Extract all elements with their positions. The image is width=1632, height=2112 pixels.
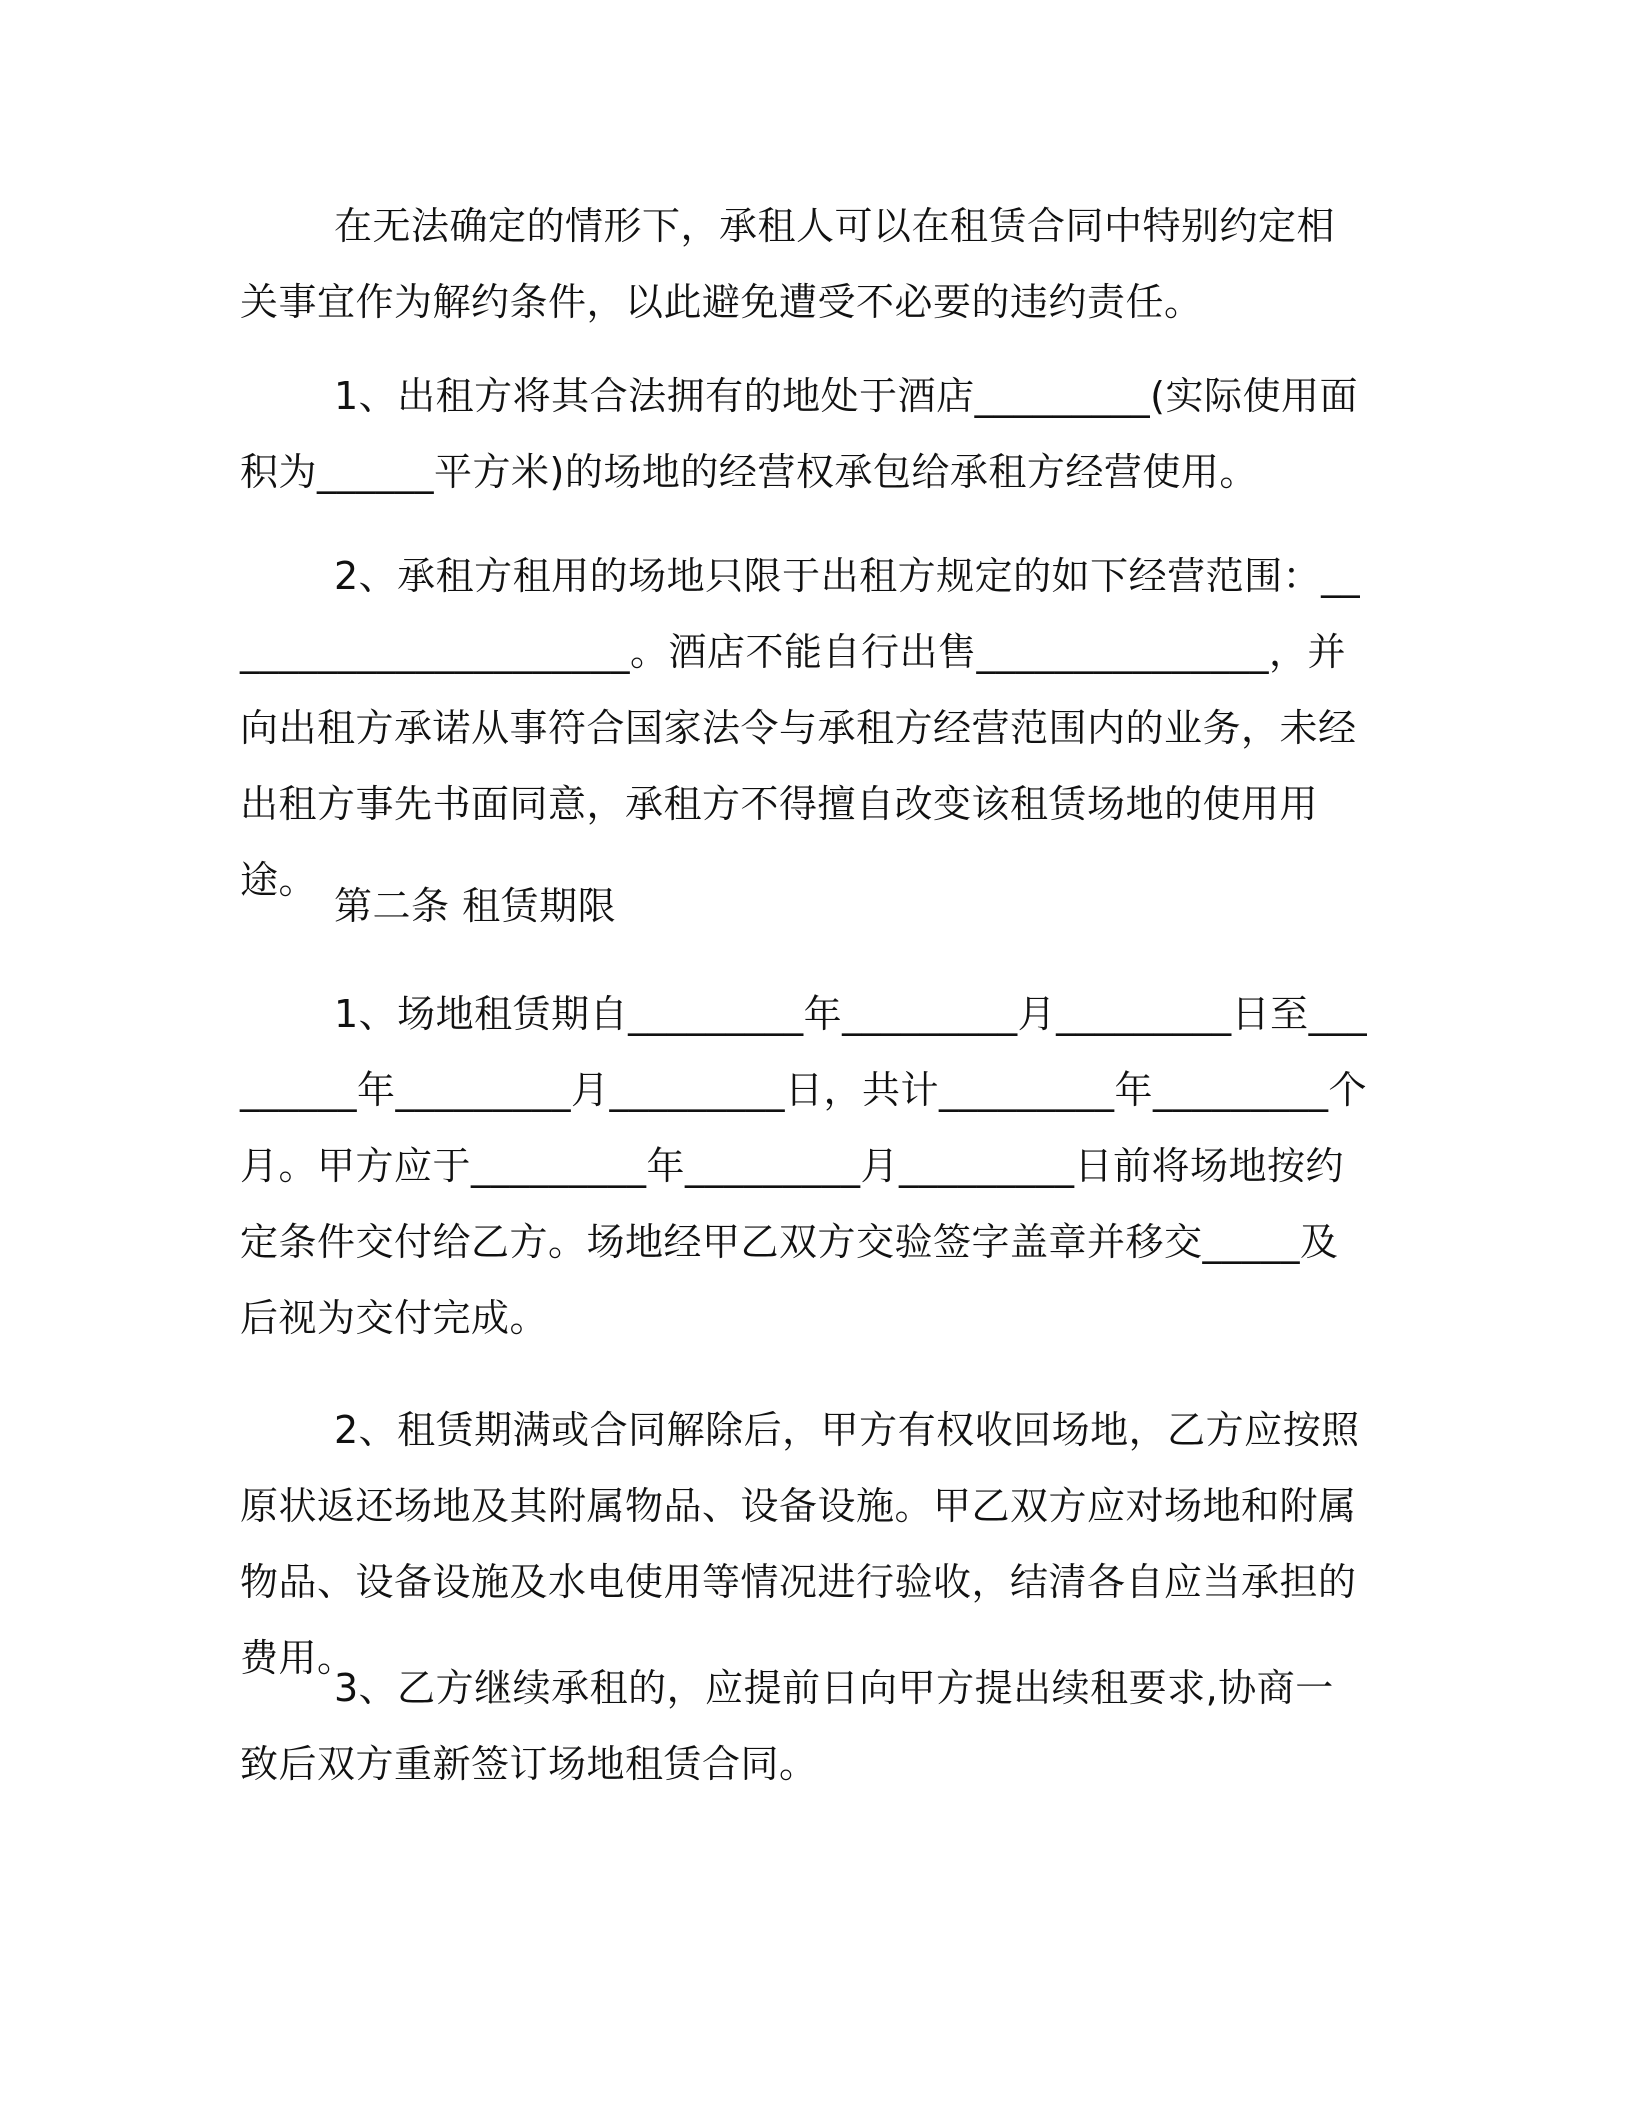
paragraph-termination-condition: 在无法确定的情形下，承租人可以在租赁合同中特别约定相关事宜作为解约条件，以此避免遭受不必要的违约责任。 [240,204,1336,324]
paragraph-lease-expiry: 2、租赁期满或合同解除后，甲方有权收回场地，乙方应按照原状返还场地及其附属物品、设备设施。甲乙双方应对场地和附属物品、设备设施及水电使用等情况进行验收，结清各自应当承担的费用。 [240,1408,1360,1680]
paragraph-business-scope: 2、承租方租用的场地只限于出租方规定的如下经营范围：______________________。酒店不能自行出售_______________，并向出租方承诺从事符合国家法令与承租方经营范围内的业务，未经出租方事先书面同意，承租方不得擅自改变该租赁场地的使用用途。 [240,554,1361,902]
paragraph-site-area: 1、出租方将其合法拥有的地处于酒店_________(实际使用面积为______平方米)的场地的经营权承包给承租方经营使用。 [240,374,1359,494]
section-heading-lease-term: 第二条 租赁期限 [334,884,617,928]
paragraph-lease-period: 1、场地租赁期自_________年_________月_________日至_________年_________月_________日，共计_________年_________个月。甲方应于_________年_________月_________日前将场地按约定条件交付给乙方。场地经甲乙双方交验签字盖章并移交_____及后视为交付完成。 [240,992,1368,1340]
paragraph-lease-renewal: 3、乙方继续承租的，应提前日向甲方提出续租要求,协商一致后双方重新签订场地租赁合同。 [240,1666,1334,1786]
